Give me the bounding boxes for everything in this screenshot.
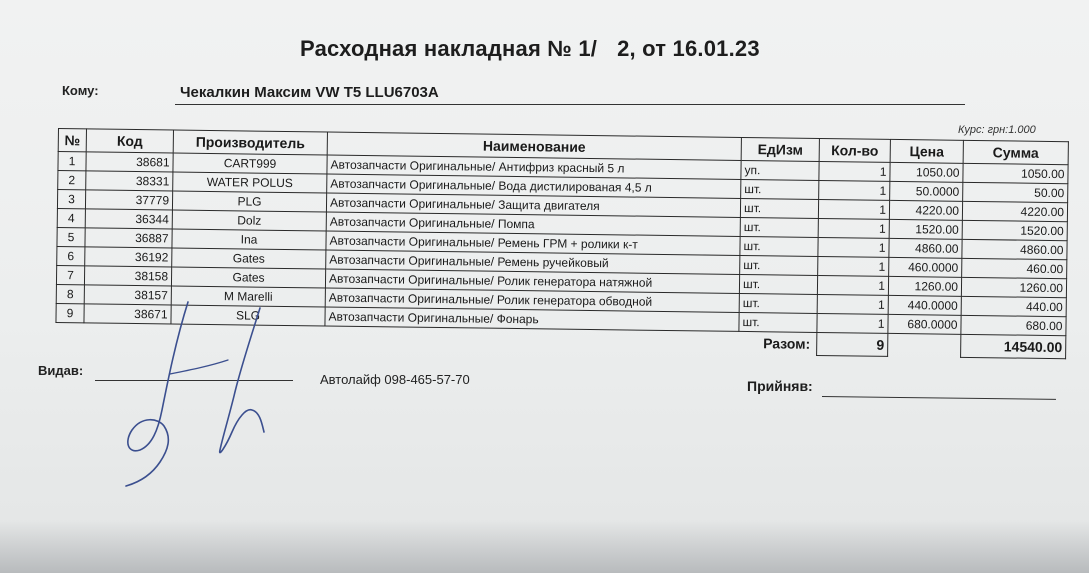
cell-name: Автозапчасти Оригинальные/ Фонарь [325,307,739,331]
cell-qty: 1 [817,313,888,333]
cell-name: Автозапчасти Оригинальные/ Ролик генератора натяжной [325,269,739,293]
cell-num: 9 [56,303,84,322]
cell-manufacturer: M Marelli [171,286,325,307]
cell-unit: шт. [740,255,818,275]
cell-code: 38671 [84,304,171,324]
recipient-underline [175,104,965,105]
cell-price: 1260.00 [888,276,961,296]
header-name: Наименование [327,132,741,160]
header-unit: ЕдИзм [741,137,819,161]
cell-num: 2 [58,171,86,190]
cell-name: Автозапчасти Оригинальные/ Антифриз красный 5 л [327,155,741,179]
header-code: Код [86,129,173,153]
supplier-contact: Автолайф 098-465-57-70 [320,372,470,387]
cell-sum: 4860.00 [962,239,1067,259]
cell-sum: 680.00 [961,315,1066,335]
cell-num: 5 [57,227,85,246]
cell-name: Автозапчасти Оригинальные/ Ролик генератора обводной [325,288,739,312]
cell-unit: шт. [739,274,817,294]
cell-manufacturer: Dolz [172,210,326,231]
cell-qty: 1 [818,199,889,219]
cell-name: Автозапчасти Оригинальные/ Вода дистилированая 4,5 л [327,174,741,198]
invoice-title-part2: 2, от 16.01.23 [617,36,760,61]
cell-sum: 440.00 [961,296,1066,316]
invoice-title [300,36,760,62]
cell-code: 36887 [85,228,172,248]
cell-name: Автозапчасти Оригинальные/ Помпа [326,212,740,236]
cell-sum: 1520.00 [962,220,1067,240]
cell-qty: 1 [819,180,890,200]
cell-code: 38157 [84,285,171,305]
cell-manufacturer: Gates [172,248,326,269]
cell-unit: шт. [740,217,818,237]
header-manufacturer: Производитель [173,130,327,155]
cell-price: 4860.00 [889,238,962,258]
recipient-label: Кому: [62,83,99,98]
cell-num: 1 [58,152,86,171]
handwritten-signature [110,300,280,490]
issued-label: Видав: [38,363,84,378]
cell-price: 440.0000 [888,295,961,315]
cell-sum: 1050.00 [963,163,1068,183]
cell-code: 38331 [86,171,173,191]
cell-price: 1050.00 [890,162,963,182]
header-qty: Кол-во [819,138,890,162]
cell-qty: 1 [818,237,889,257]
cell-manufacturer: SLG [171,305,325,326]
cell-code: 38158 [84,266,171,286]
cell-manufacturer: Gates [171,267,325,288]
exchange-rate: Курс: грн:1.000 [958,124,1036,136]
total-label: Разом: [763,335,811,353]
cell-price: 1520.00 [889,219,962,239]
cell-qty: 1 [817,294,888,314]
cell-code: 37779 [85,190,172,210]
cell-price: 460.0000 [889,257,962,277]
received-label: Прийняв: [747,378,813,394]
cell-manufacturer: WATER POLUS [173,172,327,193]
cell-num: 3 [57,190,85,209]
cell-manufacturer: CART999 [173,153,327,174]
header-num: № [58,129,86,152]
recipient-name: Чекалкин Максим VW T5 LLU6703A [180,84,439,101]
cell-unit: шт. [740,236,818,256]
cell-price: 50.0000 [890,181,963,201]
cell-sum: 4220.00 [962,201,1067,221]
cell-qty: 1 [818,256,889,276]
header-sum: Сумма [963,140,1068,164]
cell-qty: 1 [819,161,890,181]
total-sum: 14540.00 [961,334,1066,358]
cell-qty: 1 [817,275,888,295]
cell-unit: шт. [739,293,817,313]
cell-unit: шт. [740,198,818,218]
cell-name: Автозапчасти Оригинальные/ Защита двигателя [326,193,740,217]
cell-num: 8 [56,284,84,303]
header-price: Цена [890,139,963,163]
cell-num: 7 [56,265,84,284]
cell-price: 680.0000 [888,314,961,334]
cell-name: Автозапчасти Оригинальные/ Ремень ГРМ + ролики к-т [326,231,740,255]
invoice-title-part1: Расходная накладная № 1/ [300,36,598,61]
total-qty: 9 [817,332,888,356]
cell-name: Автозапчасти Оригинальные/ Ремень ручейковый [326,250,740,274]
cell-manufacturer: PLG [172,191,326,212]
cell-price: 4220.00 [889,200,962,220]
cell-unit: уп. [741,160,819,180]
cell-code: 38681 [86,152,173,172]
cell-num: 6 [57,246,85,265]
cell-qty: 1 [818,218,889,238]
cell-unit: шт. [741,179,819,199]
cell-sum: 50.00 [963,182,1068,202]
cell-num: 4 [57,208,85,227]
cell-sum: 460.00 [962,258,1067,278]
cell-code: 36344 [85,209,172,229]
paper-shadow [0,520,1089,573]
cell-code: 36192 [85,247,172,267]
cell-sum: 1260.00 [961,277,1066,297]
cell-manufacturer: Ina [172,229,326,250]
cell-unit: шт. [739,312,817,332]
